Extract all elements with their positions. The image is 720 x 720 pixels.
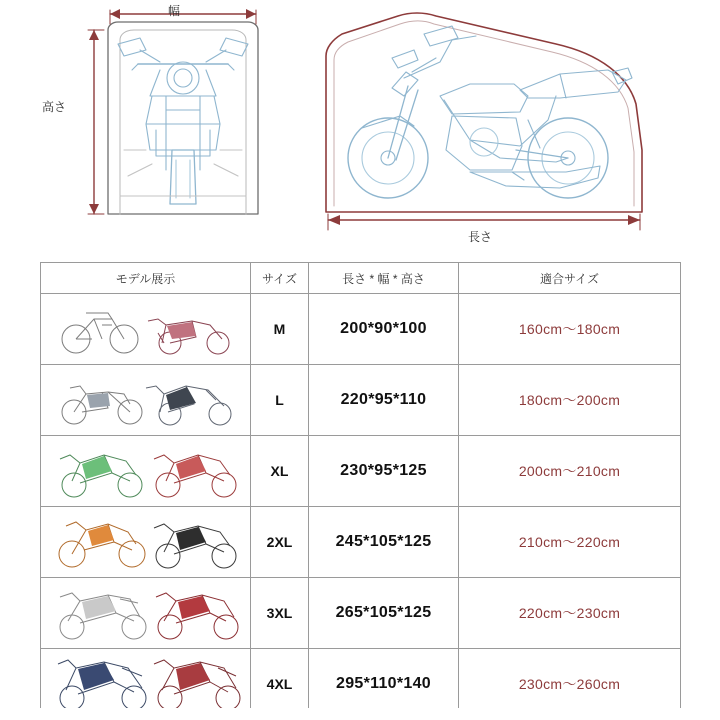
dims-value: 295*110*140	[309, 649, 459, 720]
diagram-illustration	[0, 0, 720, 252]
table-row	[41, 294, 681, 365]
model-art-cell	[41, 294, 251, 365]
cover-dimension-diagram	[0, 0, 720, 252]
tourer-and-cruiser-icon	[46, 583, 246, 643]
table-row	[41, 436, 681, 507]
table-row	[41, 507, 681, 578]
underbone-and-maxi-scooter-icon	[46, 370, 246, 430]
enduro-and-naked-bike-icon	[46, 512, 246, 572]
size-table	[40, 262, 681, 720]
size-table-wrapper	[40, 262, 680, 720]
fit-value: 220cm〜230cm	[459, 578, 681, 649]
dims-value: 230*95*125	[309, 436, 459, 507]
fit-value: 200cm〜210cm	[459, 436, 681, 507]
size-label: 4XL	[251, 649, 309, 720]
table-row	[41, 578, 681, 649]
dims-value: 200*90*100	[309, 294, 459, 365]
label-length: 長さ	[468, 230, 493, 244]
two-sport-bikes-icon	[46, 441, 246, 501]
size-label: 2XL	[251, 507, 309, 578]
footer-spacer	[0, 708, 720, 720]
header-fit: 適合サイズ	[459, 263, 681, 294]
size-label: XL	[251, 436, 309, 507]
dims-value: 265*105*125	[309, 578, 459, 649]
fit-value: 160cm〜180cm	[459, 294, 681, 365]
two-full-dress-tourers-icon	[46, 654, 246, 714]
table-header-row	[41, 263, 681, 294]
model-art-cell	[41, 578, 251, 649]
fit-value: 210cm〜220cm	[459, 507, 681, 578]
model-art-cell	[41, 365, 251, 436]
header-dims: 長さ * 幅 * 高さ	[309, 263, 459, 294]
label-width: 幅	[168, 4, 181, 18]
header-size: サイズ	[251, 263, 309, 294]
size-label: 3XL	[251, 578, 309, 649]
size-label: L	[251, 365, 309, 436]
header-model: モデル展示	[41, 263, 251, 294]
dims-value: 245*105*125	[309, 507, 459, 578]
fit-value: 230cm〜260cm	[459, 649, 681, 720]
fit-value: 180cm〜200cm	[459, 365, 681, 436]
dims-value: 220*95*110	[309, 365, 459, 436]
label-height: 高さ	[42, 100, 67, 114]
size-label: M	[251, 294, 309, 365]
model-art-cell	[41, 436, 251, 507]
bicycle-and-scooter-icon	[46, 299, 246, 359]
table-row	[41, 365, 681, 436]
model-art-cell	[41, 507, 251, 578]
